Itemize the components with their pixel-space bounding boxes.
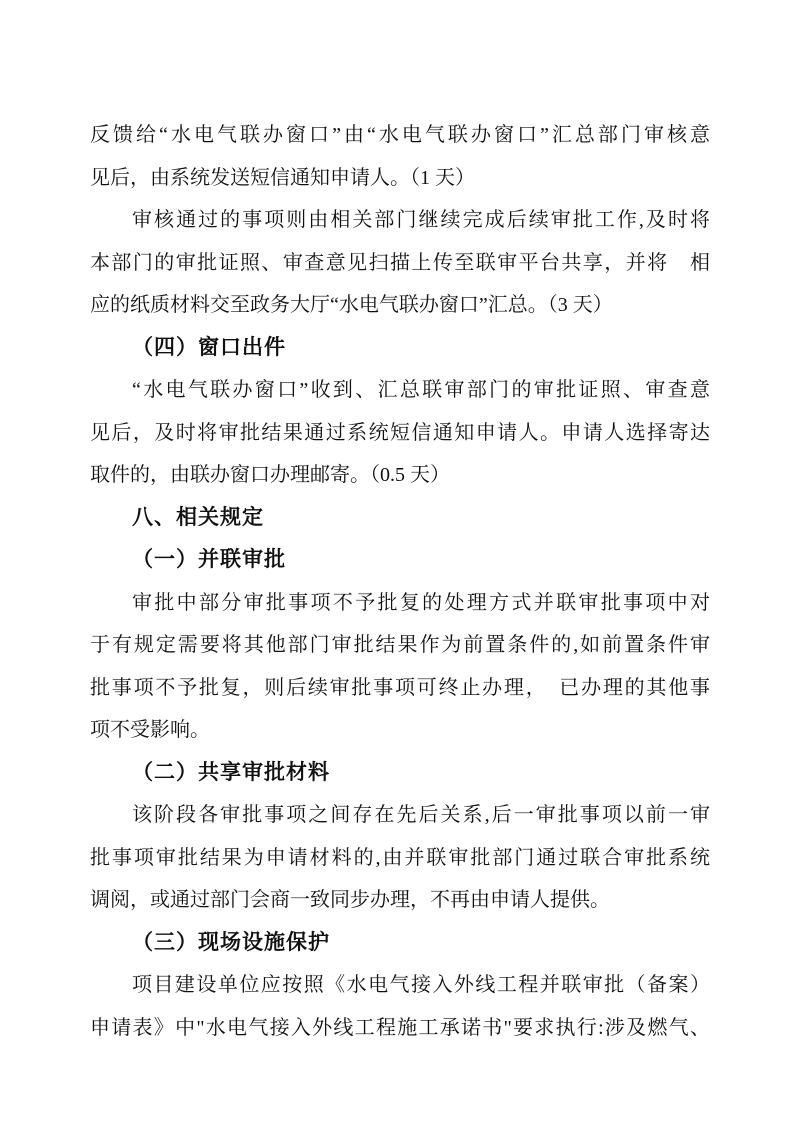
text-line: （二）共享审批材料	[132, 760, 330, 784]
paragraph	[90, 369, 710, 497]
text-line: 审核通过的事项则由相关部门继续完成后续审批工作,及时将	[132, 209, 710, 231]
section-heading	[90, 327, 710, 370]
text-line: 取件的，由联办窗口办理邮寄。（0.5 天）	[90, 464, 450, 486]
document-content	[90, 114, 710, 1049]
text-line: 本部门的审批证照、审查意见扫描上传至联审平台共享，并将 相	[90, 251, 710, 274]
text-line: 反馈给“水电气联办窗口”由“水电气联办窗口”汇总部门审核意	[90, 124, 710, 146]
paragraph	[90, 114, 710, 199]
text-line: （三）现场设施保护	[132, 930, 330, 954]
section-heading	[90, 539, 710, 582]
paragraph	[90, 199, 710, 327]
paragraph	[90, 794, 710, 922]
section-heading	[90, 752, 710, 795]
text-line: 见后，由系统发送短信通知申请人。（1 天）	[90, 166, 475, 189]
text-line: 项目建设单位应按照《水电气接入外线工程并联审批（备案）	[132, 974, 710, 996]
text-line: 该阶段各审批事项之间存在先后关系,后一审批事项以前一审	[132, 804, 710, 826]
paragraph	[90, 964, 710, 1049]
text-line: “水电气联办窗口”收到、汇总联审部门的审批证照、审查意	[132, 379, 710, 401]
text-line: 批事项审批结果为申请材料的,由并联审批部门通过联合审批系统	[90, 846, 710, 869]
text-line: 项不受影响。	[90, 719, 210, 741]
section-heading	[90, 922, 710, 965]
text-line: （四）窗口出件	[132, 335, 286, 359]
text-line: 见后，及时将审批结果通过系统短信通知申请人。申请人选择寄达	[90, 421, 710, 444]
text-line: 批事项不予批复，则后续审批事项可终止办理， 已办理的其他事	[90, 676, 710, 699]
text-line: 于有规定需要将其他部门审批结果作为前置条件的,如前置条件审	[90, 634, 710, 656]
text-line: 八、相关规定	[132, 505, 264, 529]
text-line: （一）并联审批	[132, 548, 286, 571]
text-line: 申请表》中"水电气接入外线工程施工承诺书"要求执行:涉及燃气、	[90, 1016, 710, 1039]
text-line: 审批中部分审批事项不予批复的处理方式并联审批事项中对	[132, 591, 710, 614]
paragraph	[90, 582, 710, 752]
text-line: 应的纸质材料交至政务大厅“水电气联办窗口”汇总。（3 天）	[90, 294, 613, 316]
text-line: 调阅，或通过部门会商一致同步办理，不再由申请人提供。	[90, 889, 610, 911]
section-heading	[90, 497, 710, 540]
